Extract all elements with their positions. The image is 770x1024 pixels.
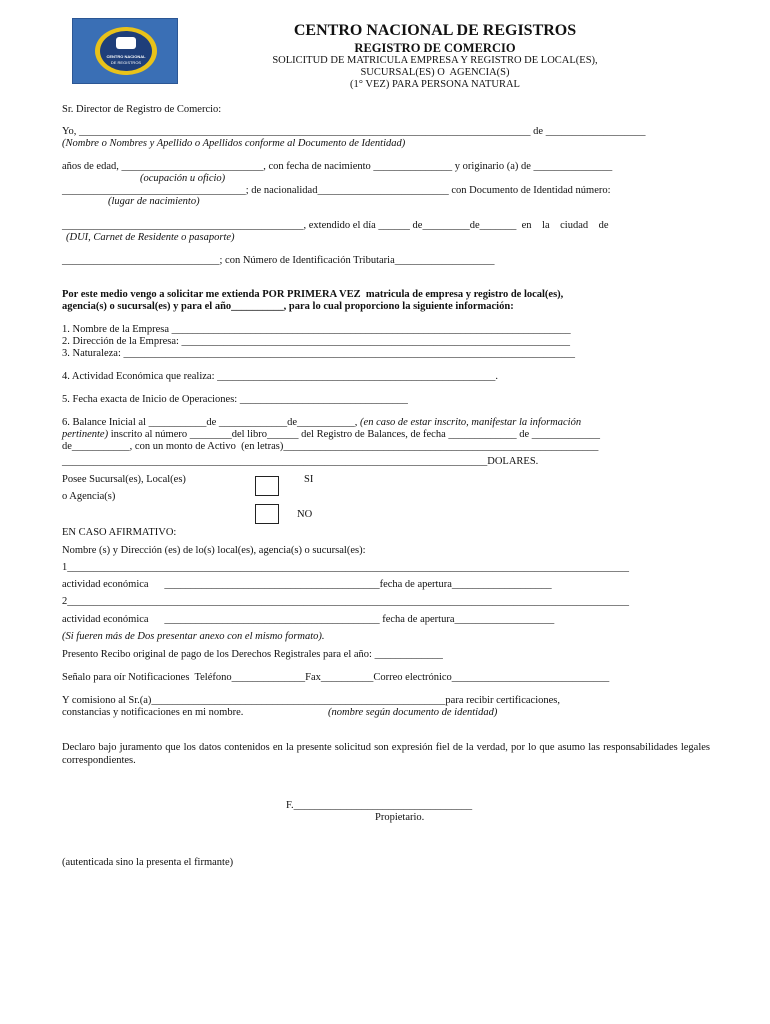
document-subtitle: REGISTRO DE COMERCIO [354,41,516,55]
balance-line2-text: inscrito al número ________del libro______ del Registro de Balances, de fecha _____________ de _____________ [108,429,601,440]
no-label: NO [297,509,313,520]
notifications-line: Señalo para oír Notificaciones Teléfono______________Fax__________Correo electrónico______________________________ [62,672,610,683]
occupation-hint: (ocupación u oficio) [140,173,226,184]
signature-line: F.__________________________________ [286,800,473,811]
company-name-line: 1. Nombre de la Empresa ____________________________________________________________________________ [62,324,571,335]
name-line: Yo, ______________________________________________________________________________________ de ___________________ [62,126,646,137]
sworn-declaration: Declaro bajo juramento que los datos contenidos en la presente solicitud son expresión fiel de la verdad, por lo que asumo las responsabilidades legales correspondientes. [62,742,710,766]
affirmative-heading: EN CASO AFIRMATIVO: [62,527,177,538]
balance-line1 [62,417,581,428]
branch-list-label: Nombre (s) y Dirección (es) de lo(s) local(es), agencia(s) o sucursal(es): [62,545,366,556]
document-line: ______________________________________________, extendido el día ______ de_________de_______ en la ciudad de [62,220,609,231]
age-line: años de edad, ___________________________, con fecha de nacimiento _______________ y originario (a) de _______________ [62,161,613,172]
document-hint: (DUI, Carnet de Residente o pasaporte) [66,232,235,243]
branch-2-activity-line: actividad económica _________________________________________ fecha de apertura___________________ [62,614,555,625]
commission-line: Y comisiono al Sr.(a)________________________________________________________para recibir certificaciones, [62,695,560,706]
name-hint: (Nombre o Nombres y Apellido o Apellidos conforme al Documento de Identidad) [62,138,406,149]
balance-line3: de___________, con un monto de Activo (en letras)____________________________________________________________ [62,441,599,452]
logo-text-line2: DE REGISTROS [110,60,142,65]
birthplace-hint: (lugar de nacimiento) [108,196,200,207]
balance-line4: _________________________________________________________________________________DOLARES. [62,456,539,467]
request-line2: agencia(s) o sucursal(es) y para el año__________, para lo cual proporciono la siguiente información: [62,301,514,312]
balance-note-cont: pertinente) [62,429,109,440]
nature-line: 3. Naturaleza: ______________________________________________________________________________________ [62,348,576,359]
balance-line2 [62,429,600,440]
document-title: CENTRO NACIONAL DE REGISTROS [293,22,577,39]
cnr-logo [72,18,178,84]
form-title-line3: (1° VEZ) PARA PERSONA NATURAL [350,79,520,90]
branches-question-line2: o Agencia(s) [62,491,116,502]
name-document-hint: (nombre según documento de identidad) [328,707,498,718]
salutation: Sr. Director de Registro de Comercio: [62,104,222,115]
constancias-line: constancias y notificaciones en mi nombre. [62,707,244,718]
nit-line: ______________________________; con Número de Identificación Tributaria___________________ [62,255,495,266]
receipt-line: Presento Recibo original de pago de los Derechos Registrales para el año: _____________ [62,649,443,660]
company-address-line: 2. Dirección de la Empresa: __________________________________________________________________________ [62,336,571,347]
economic-activity-line: 4. Actividad Económica que realiza: _____________________________________________________. [62,371,498,382]
logo-mark-icon [116,37,136,49]
owner-label: Propietario. [375,812,425,823]
annex-note: (Si fueren más de Dos presentar anexo con el mismo formato). [62,631,325,642]
branch-1-line: 1___________________________________________________________________________________________________________ [62,562,629,573]
form-title-line1: SOLICITUD DE MATRICULA EMPRESA Y REGISTRO DE LOCAL(ES), [272,55,598,66]
start-date-line: 5. Fecha exacta de Inicio de Operaciones: ________________________________ [62,394,408,405]
logo-text-line1: CENTRO NACIONAL [106,54,146,59]
branch-1-activity-line: actividad económica _________________________________________fecha de apertura___________________ [62,579,552,590]
branches-question-line1: Posee Sucursal(es), Local(es) [62,474,186,485]
branch-2-line: 2___________________________________________________________________________________________________________ [62,596,629,607]
authentication-note: (autenticada sino la presenta el firmante) [62,857,234,868]
nationality-line: ___________________________________; de nacionalidad_________________________ con Documento de Identidad número: [62,185,611,196]
balance-note: (en caso de estar inscrito, manifestar la información [360,417,582,428]
yes-label: SI [304,474,314,485]
form-title-line2: SUCURSAL(ES) O AGENCIA(S) [360,67,510,78]
request-line1: Por este medio vengo a solicitar me extienda POR PRIMERA VEZ matricula de empresa y registro de local(es), [62,289,564,300]
balance-line1-text: 6. Balance Inicial al ___________de _____________de___________, [62,417,361,428]
no-checkbox[interactable] [255,504,279,524]
yes-checkbox[interactable] [255,476,279,496]
